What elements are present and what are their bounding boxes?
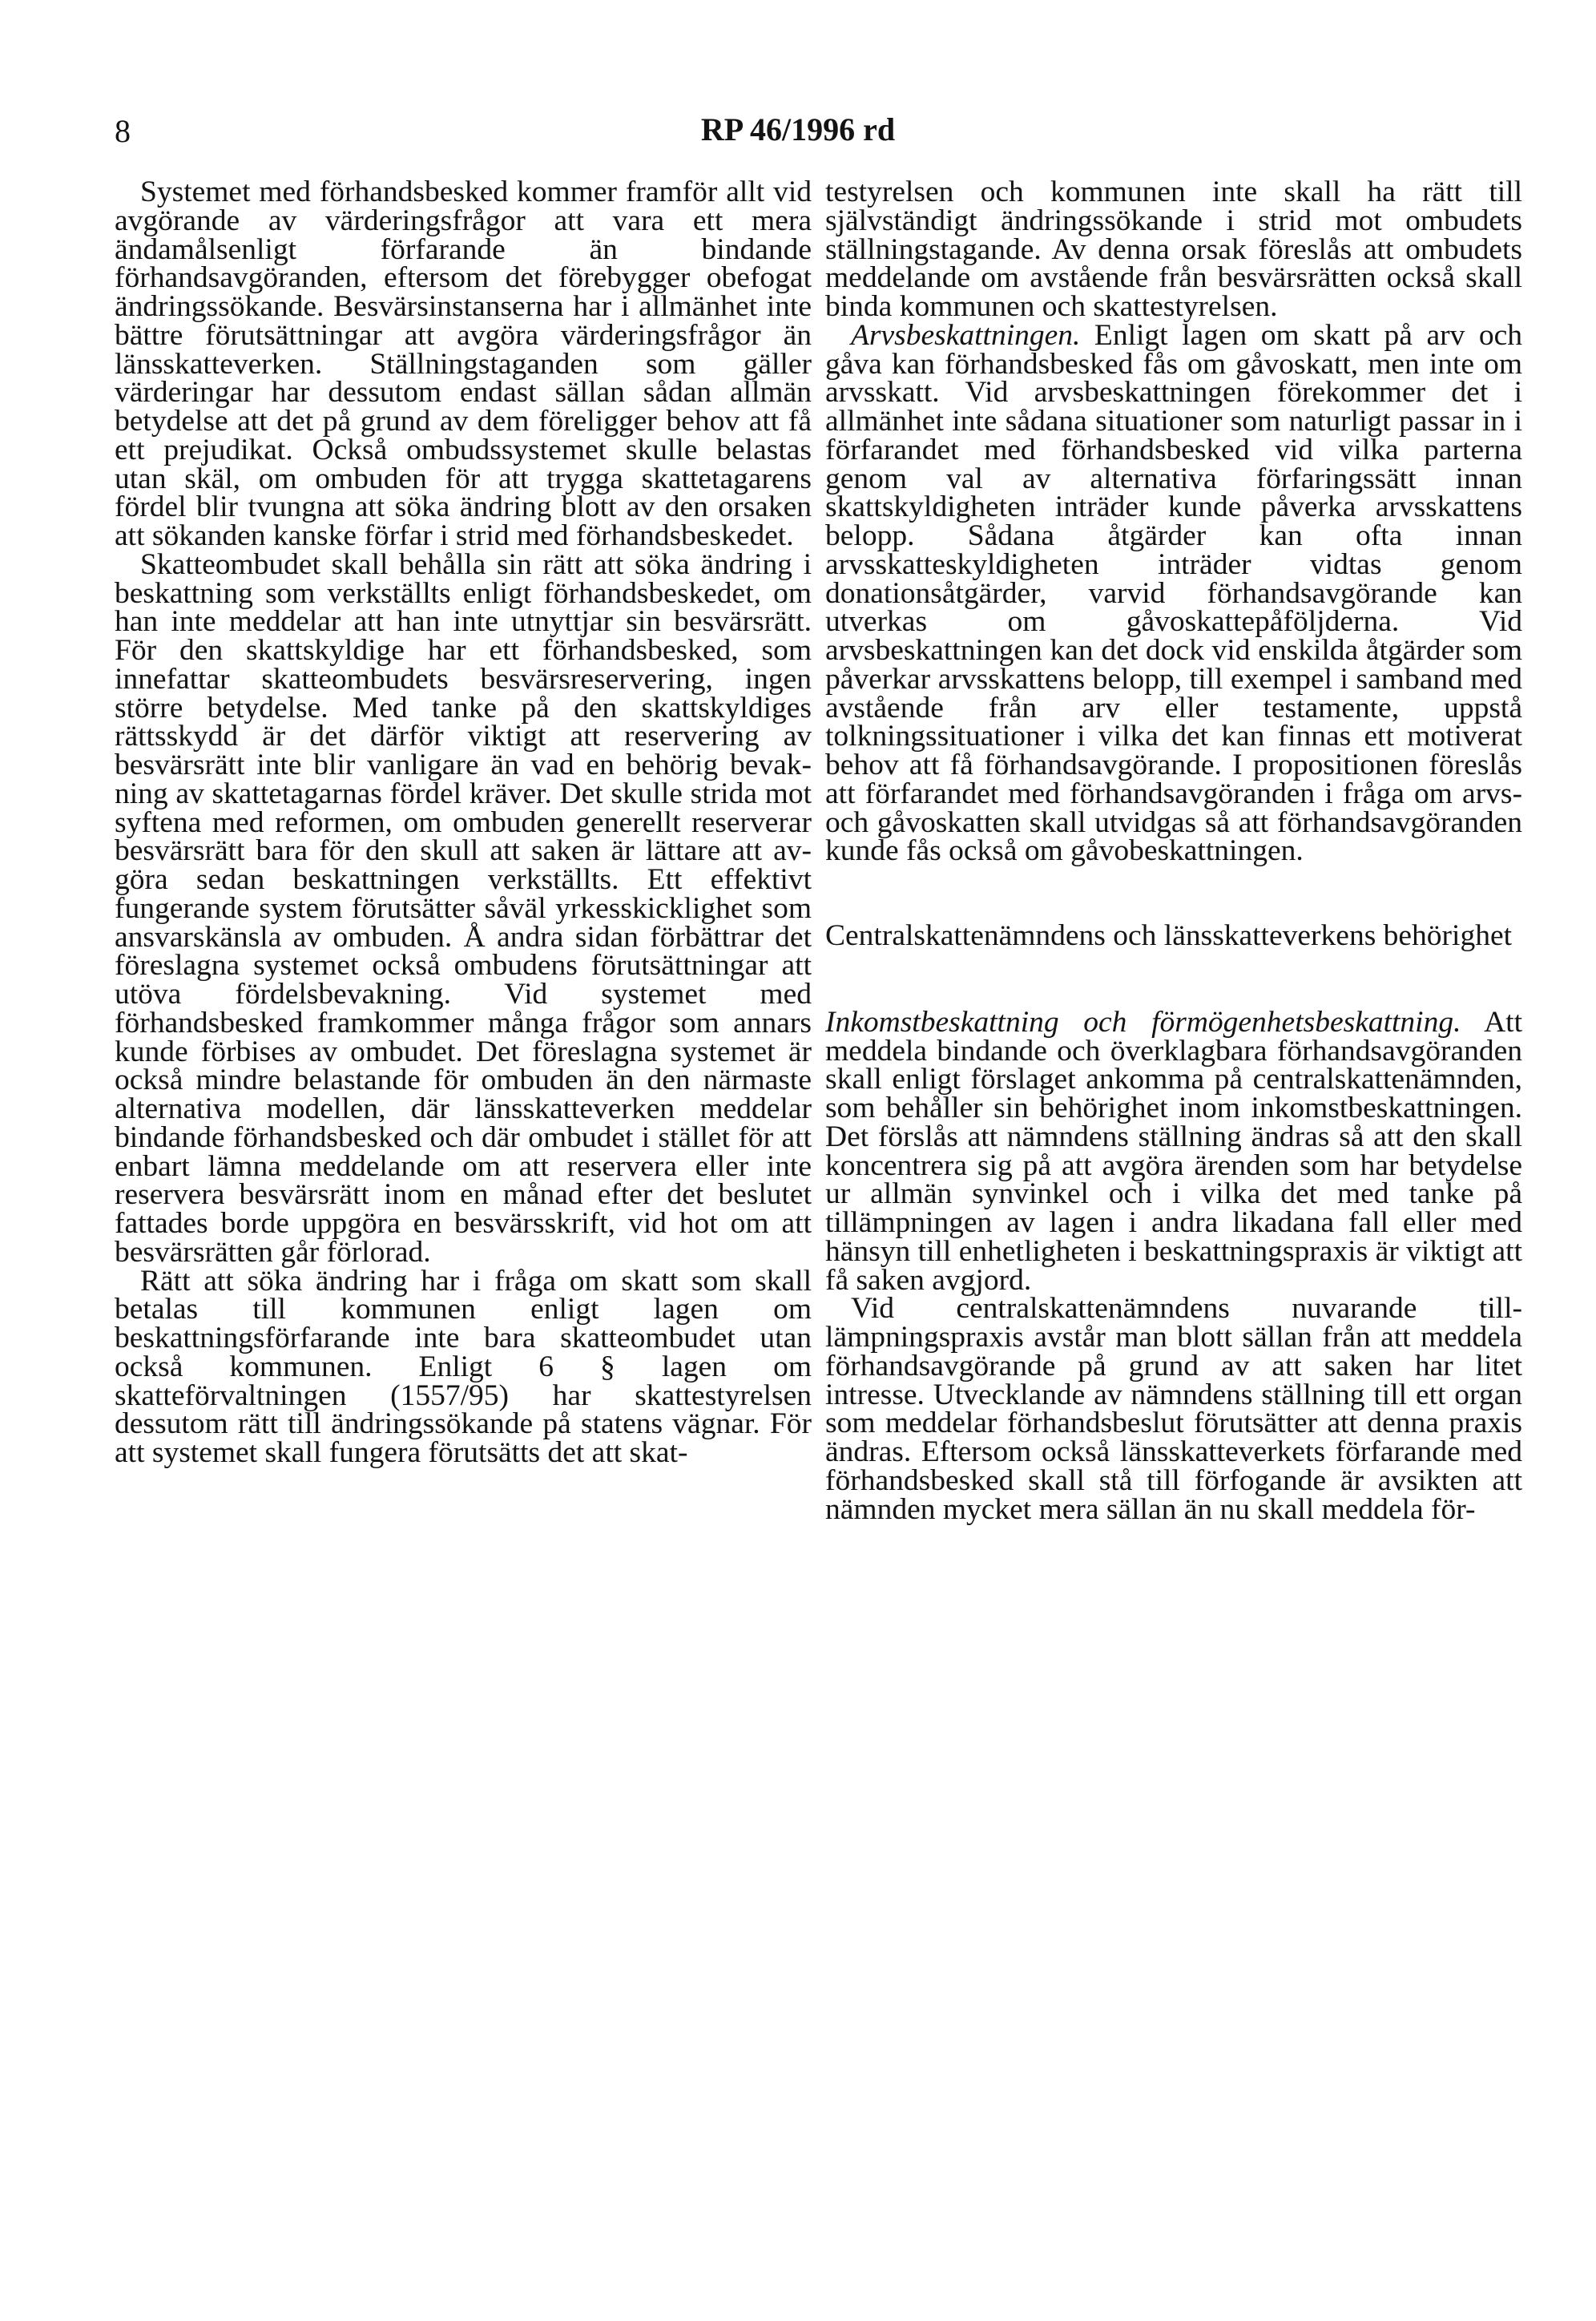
right-column xyxy=(825,178,1522,1524)
paragraph: Vid centralskattenämndens nuvarande tilllämpningspraxis avstår man blott sällan från att meddela förhandsavgörande på grund av att saken har litet intresse. Utvecklande av nämndens ställning till ett organ som meddelar förhandsbeslut förutsätter att denna praxis ändras. Eftersom också länsskatteverkets förfarande med förhandsbesked skall stå till förfogande är avsikten att nämnden mycket mera sällan än nu skall meddela för- xyxy=(825,1292,1522,1526)
left-column xyxy=(115,178,812,1467)
page-number: 8 xyxy=(115,113,131,149)
paragraph: Systemet med förhandsbesked kommer framför allt vid avgörande av värderingsfrågor att vara ett mera ändamålsenligt förfarande än bindande förhandsavgöranden, eftersom det förebygger obefogat ändringssökande. Besvärsinstanserna har i allmänhet inte bättre förutsättningar att avgöra värderingsfrågor än länsskatteverken. Ställningstaganden som gäller värderingar har dessutom endast sällan sådan allmän betydelse att det på grund av dem föreligger behov att få ett prejudikat. Också ombudssystemet skulle belastas utan skäl, om ombuden för att trygga skattetagarens fördel blir tvungna att söka ändring blott av den orsaken att sökanden kanske förfar i strid med förhandsbeskedet. xyxy=(115,176,812,552)
paragraph-body: Att meddela bindande och överklagbara förhandsavgöranden skall enligt förslaget ankomma på centralskattenämnden, som behåller sin behörighet inom inkomstbeskattningen. Det förslås att nämndens ställning ändras så att den skall koncentrera sig på att avgöra ärenden som har betydelse ur allmän synvinkel och i vilka det med tanke på tillämpningen av lagen i andra likadana fall eller med hänsyn till enhetligheten i beskattningspraxis är viktigt att få saken avgjord. xyxy=(825,1005,1522,1297)
paragraph xyxy=(825,1005,1522,1297)
paragraph-lead: Arvsbeskattningen. xyxy=(851,318,1081,352)
paragraph: Skatteombudet skall behålla sin rätt att söka ändring i beskattning som verkställts enligt förhandsbeskedet, om han inte meddelar att han inte utnyttjar sin besvärsrätt. För den skattskyldige har ett förhandsbesked, som innefattar skatteombudets besvärsreservering, ingen större betydelse. Med tanke på den skattskyldiges rättsskydd är det därför viktigt att reservering av besvärsrätt inte blir vanligare än vad en behörig bevakning av skattetagarnas fördel kräver. Det skulle strida mot syftena med reformen, om ombuden generellt reserverar besvärsrätt bara för den skull att saken är lättare att avgöra sedan beskattningen verkställts. Ett effektivt fungerande system förutsätter såväl yrkesskicklighet som ansvarskänsla av ombuden. Å andra sidan förbättrar det föreslagna systemet också ombudens förutsättningar att utöva fördelsbevakning. Vid systemet med förhandsbesked framkommer många frågor som annars kunde förbises av ombudet. Det föreslagna systemet är också mindre belastande för ombuden än den närmaste alternativa modellen, där länsskatteverken meddelar bindande förhandsbesked och där ombudet i stället för att enbart lämna meddelande om att reservera eller inte reservera besvärsrätt inom en månad efter det beslutet fattades borde uppgöra en besvärsskrift, vid hot om att besvärsrätten går förlorad. xyxy=(115,547,812,1269)
paragraph xyxy=(825,318,1522,868)
running-header: RP 46/1996 rd xyxy=(700,111,896,147)
paragraph: testyrelsen och kommunen inte skall ha rätt till självständigt ändringssökande i strid mot ombudets ställningstagande. Av denna orsak föreslås att ombudets meddelande om avstående från besvärsrätten också skall binda kommunen och skattestyrelsen. xyxy=(825,176,1522,323)
paragraph: Rätt att söka ändring har i fråga om skatt som skall betalas till kommunen enligt lagen om beskattningsförfarande inte bara skatteombudet utan också kommunen. Enligt 6 § lagen om skatteförvaltningen (1557/95) har skattestyrelsen dessutom rätt till ändringssökande på statens vägnar. För att systemet skall fungera förutsätts det att skat- xyxy=(115,1264,812,1469)
paragraph-lead: Inkomstbeskattning och förmögenhetsbeskattning. xyxy=(825,1005,1461,1039)
section-heading: Centralskattenämndens och länsskatteverkens behörighet xyxy=(825,919,1513,952)
paragraph-body: Enligt lagen om skatt på arv och gåva kan förhandsbesked fås om gåvoskatt, men inte om arvsskatt. Vid arvsbeskattningen förekommer det i allmänhet inte sådana situationer som naturligt passar in i förfarandet med förhandsbesked vid vilka parterna genom val av alternativa förfaringssätt innan skattskyldigheten inträder kunde påverka arvsskattens belopp. Sådana åtgärder kan ofta innan arvsskatteskyldigheten inträder vidtas genom donationsåtgärder, varvid förhandsavgörande kan utverkas om gåvoskattepåföljderna. Vid arvsbeskattningen kan det dock vid enskilda åtgärder som påverkar arvsskattens belopp, till exempel i samband med avstående från arv eller testamente, uppstå tolkningssituationer i vilka det kan finnas ett motiverat behov att få förhandsavgörande. I propositionen föreslås att förfarandet med förhandsavgöranden i fråga om arvs- och gåvoskatten skall utvidgas så att förhandsavgöranden kunde fås också om gåvobeskattningen. xyxy=(825,318,1522,868)
